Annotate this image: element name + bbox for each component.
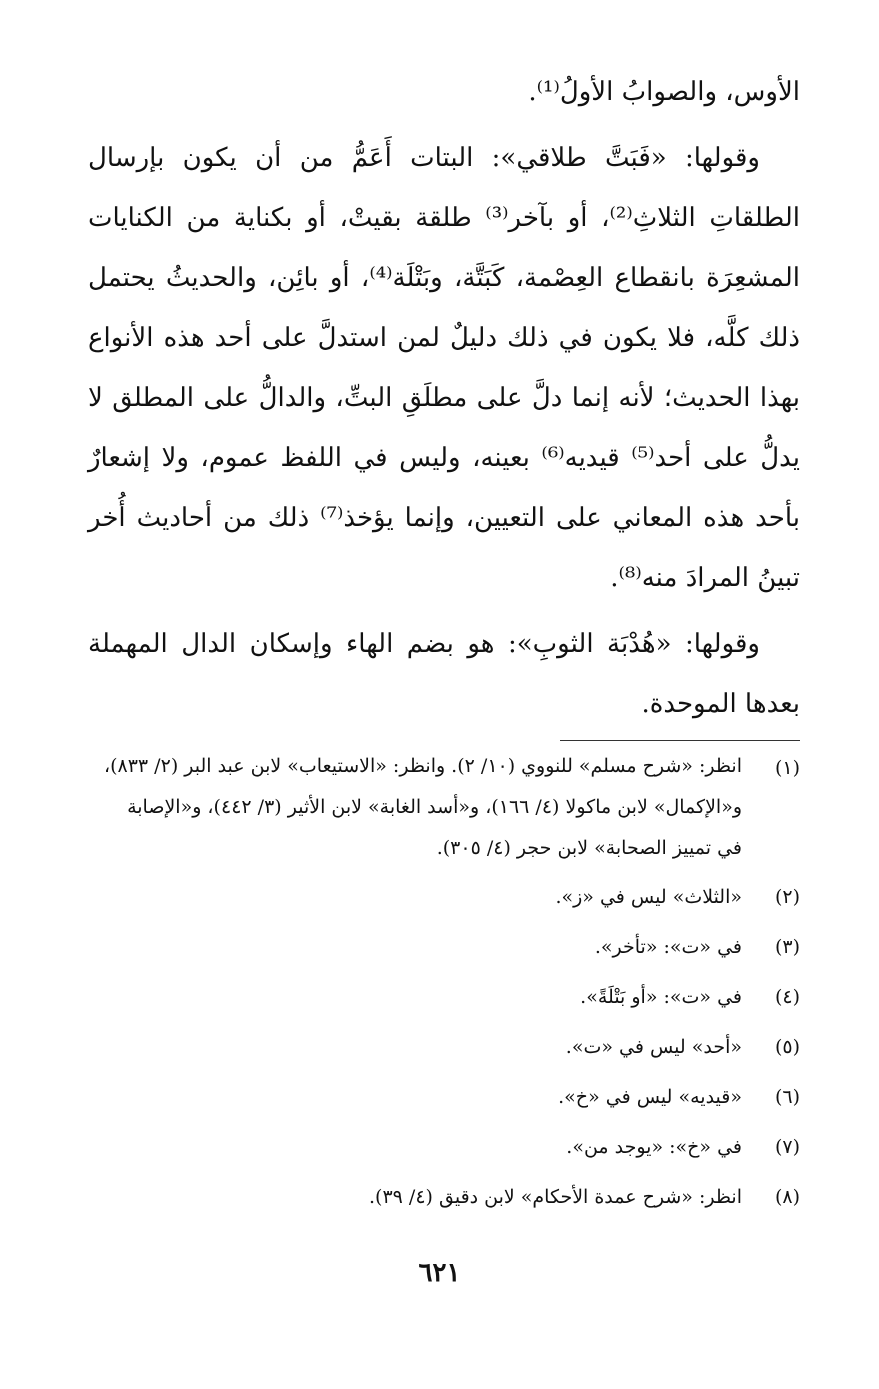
footnote-text: «أحد» ليس في «ت».: [565, 1036, 742, 1058]
footnote-text: في «خ»: «يوجد من».: [566, 1136, 742, 1158]
footnote-number: (٤): [774, 986, 800, 1008]
footnote-3: [100, 925, 800, 969]
footnote-number: (٢): [774, 886, 800, 908]
footnote-6: [100, 1075, 800, 1119]
paragraph-2: وقولها: «فَبَتَّ طلاقي»: البتات أَعَمُّ من أن يكون بإرسال الطلقاتِ الثلاثِ⁽²⁾، أو بآخر⁽³⁾ طلقة بقيتْ، أو بكناية من الكنايات المشعِرَة بانقطاع العِصْمة، كَبَتَّة، وبَتْلَة⁽⁴⁾، أو بائِن، والحديثُ يحتمل ذلك كلَّه، فلا يكون في ذلك دليلٌ لمن استدلَّ على أحد هذه الأنواع بهذا الحديث؛ لأنه إنما دلَّ على مطلَقِ البتِّ، والدالُّ على المطلق لا يدلُّ على أحد⁽⁵⁾ قيديه⁽⁶⁾ بعينه، وليس في اللفظ عموم، ولا إشعارٌ بأحد هذه المعاني على التعيين، وإنما يؤخذ⁽⁷⁾ ذلك من أحاديث أُخر تبينُ المرادَ منه⁽⁸⁾.: [88, 143, 800, 593]
footnote-number: (١): [774, 757, 800, 779]
footnote-4: [100, 975, 800, 1019]
footnote-number: (٣): [774, 936, 800, 958]
footnote-2: [100, 875, 800, 919]
footnote-text: «قيديه» ليس في «خ».: [558, 1086, 742, 1108]
footnote-number: (٧): [774, 1136, 800, 1158]
page-number: ٦٢١: [418, 1258, 461, 1288]
footnote-number: (٦): [774, 1086, 800, 1108]
footnote-text: «الثلاث» ليس في «ز».: [555, 886, 742, 908]
footnote-text: انظر: «شرح مسلم» للنووي (١٠/ ٢). وانظر: «الاستيعاب» لابن عبد البر (٢/ ٨٣٣)، و«الإكمال» لابن ماكولا (٤/ ١٦٦)، و«أسد الغابة» لابن الأثير (٣/ ٤٤٢)، و«الإصابة في تمييز الصحابة» لابن حجر (٤/ ٣٠٥).: [103, 755, 742, 859]
footnote-text: في «ت»: «تأخر».: [594, 936, 742, 958]
main-text: [88, 62, 800, 734]
paragraph-1: الأوس، والصوابُ الأولُ⁽¹⁾.: [528, 77, 800, 107]
footnote-8: [100, 1175, 800, 1219]
paragraph-3: وقولها: «هُدْبَة الثوبِ»: هو بضم الهاء وإسكان الدال المهملة بعدها الموحدة.: [88, 629, 800, 719]
footnotes: [100, 746, 800, 1219]
footnote-text: في «ت»: «أو بَتْلَةً».: [580, 986, 742, 1008]
footnote-number: (٨): [774, 1186, 800, 1208]
footnote-7: [100, 1125, 800, 1169]
footnote-number: (٥): [774, 1036, 800, 1058]
footnote-divider: [560, 740, 800, 741]
footnote-text: انظر: «شرح عمدة الأحكام» لابن دقيق (٤/ ٣٩).: [368, 1186, 742, 1208]
footnote-1: [100, 746, 800, 869]
footnote-5: [100, 1025, 800, 1069]
